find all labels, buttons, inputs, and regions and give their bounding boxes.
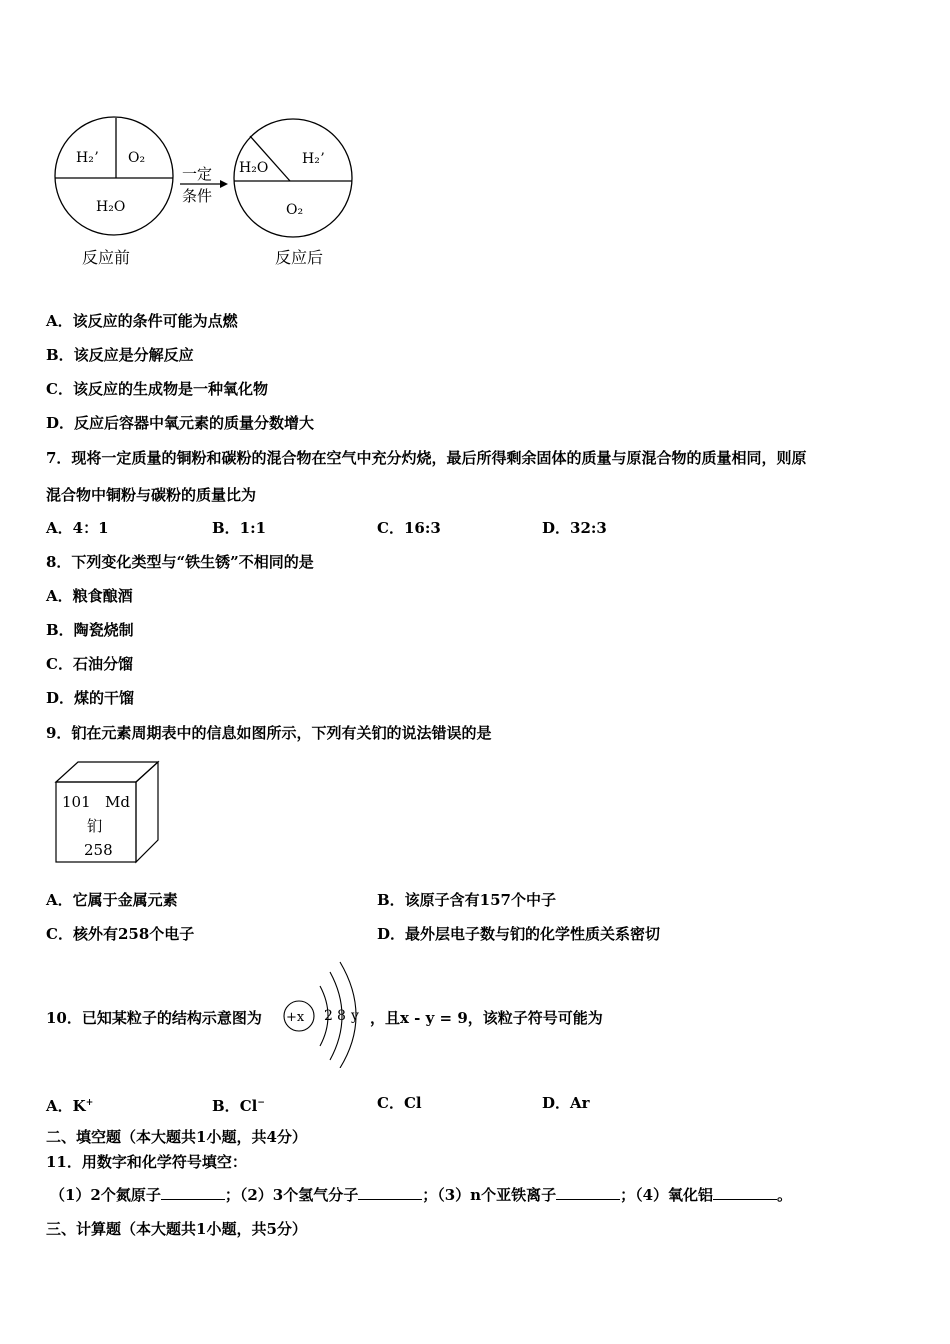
q10-option-d-symbol: Ar bbox=[570, 1094, 590, 1112]
element-mass: 258 bbox=[84, 841, 113, 859]
after-h2o-label: H₂O bbox=[239, 160, 269, 176]
q11-part-5: 。 bbox=[777, 1186, 793, 1204]
before-h2o-label: H₂O bbox=[96, 199, 126, 215]
q10-option-a bbox=[46, 1093, 93, 1116]
q11-blank-4[interactable] bbox=[713, 1185, 777, 1200]
nucleus-charge: +x bbox=[286, 1010, 305, 1025]
q11-part-3: ；（3）n个亚铁离子 bbox=[422, 1186, 557, 1204]
q8-stem: 8．下列变化类型与“铁生锈”不相同的是 bbox=[46, 553, 314, 571]
before-caption: 反应前 bbox=[82, 248, 131, 267]
q11-part-4: ；（4）氧化铝 bbox=[620, 1186, 714, 1204]
arrow-bottom-text: 条件 bbox=[182, 187, 213, 205]
shell-2-count: 8 bbox=[337, 1008, 346, 1024]
q6-option-a: A．该反应的条件可能为点燃 bbox=[46, 312, 238, 330]
after-circle bbox=[234, 119, 352, 237]
q7-stem-line1: 7．现将一定质量的铜粉和碳粉的混合物在空气中充分灼烧，最后所得剩余固体的质量与原混合物的质量相同，则原 bbox=[46, 449, 807, 467]
q11-blank-1[interactable] bbox=[161, 1185, 225, 1200]
q10-option-d-letter: D． bbox=[542, 1094, 571, 1112]
element-card bbox=[54, 760, 164, 866]
q8-option-b: B．陶瓷烧制 bbox=[46, 621, 134, 639]
shell-1-count: 2 bbox=[324, 1008, 333, 1024]
q7-option-b: B．1:1 bbox=[212, 519, 267, 537]
q10-stem-a: 10．已知某粒子的结构示意图为 bbox=[46, 1009, 262, 1027]
q11-blanks-line bbox=[50, 1185, 792, 1205]
after-caption: 反应后 bbox=[275, 248, 324, 267]
q10-option-a-letter: A． bbox=[46, 1097, 73, 1115]
q10-option-d bbox=[542, 1093, 590, 1113]
element-name: 钔 bbox=[87, 817, 103, 835]
arrow-top-text: 一定 bbox=[182, 165, 213, 183]
before-circle bbox=[55, 117, 173, 235]
element-card-top bbox=[56, 762, 158, 782]
q7-option-d: D．32:3 bbox=[542, 519, 607, 537]
q9-option-b: B．该原子含有157个中子 bbox=[377, 891, 556, 909]
element-symbol: Md bbox=[105, 793, 130, 811]
q8-option-a: A．粮食酿酒 bbox=[46, 587, 133, 605]
q11-blank-3[interactable] bbox=[556, 1185, 620, 1200]
q11-part-1: （1）2个氮原子 bbox=[50, 1186, 161, 1204]
q10-option-b bbox=[212, 1093, 265, 1116]
q10-option-c-letter: C． bbox=[377, 1094, 404, 1112]
before-h2-label: H₂ʼ bbox=[76, 150, 99, 166]
q9-option-c: C．核外有258个电子 bbox=[46, 925, 195, 943]
q6-option-b: B．该反应是分解反应 bbox=[46, 346, 194, 364]
q9-option-d: D．最外层电子数与钔的化学性质关系密切 bbox=[377, 925, 661, 943]
q8-option-d: D．煤的干馏 bbox=[46, 689, 135, 707]
q9-stem: 9．钔在元素周期表中的信息如图所示，下列有关钔的说法错误的是 bbox=[46, 724, 492, 742]
q10-option-b-symbol: Cl bbox=[239, 1097, 258, 1115]
after-o2-label: O₂ bbox=[286, 202, 304, 218]
after-h2-label: H₂ʼ bbox=[302, 151, 325, 167]
q10-stem-b: ，且x - y = 9，该粒子符号可能为 bbox=[370, 1009, 603, 1027]
q10-option-b-charge: − bbox=[257, 1098, 265, 1108]
q8-option-c: C．石油分馏 bbox=[46, 655, 133, 673]
q11-stem: 11．用数字和化学符号填空： bbox=[46, 1153, 247, 1171]
q9-option-a: A．它属于金属元素 bbox=[46, 891, 178, 909]
q6-option-c: C．该反应的生成物是一种氧化物 bbox=[46, 380, 268, 398]
q10-option-c bbox=[377, 1093, 422, 1113]
q10-option-a-symbol: K bbox=[72, 1097, 86, 1115]
q7-option-a: A．4：1 bbox=[46, 519, 109, 537]
section-2-heading: 二、填空题（本大题共1小题，共4分） bbox=[46, 1128, 307, 1146]
q6-option-d: D．反应后容器中氧元素的质量分数增大 bbox=[46, 414, 315, 432]
section-3-heading: 三、计算题（本大题共1小题，共5分） bbox=[46, 1220, 307, 1238]
before-o2-label: O₂ bbox=[128, 150, 146, 166]
q10-option-a-charge: + bbox=[85, 1098, 94, 1108]
element-card-side bbox=[136, 762, 158, 862]
q7-option-c: C．16:3 bbox=[377, 519, 441, 537]
q10-option-c-symbol: Cl bbox=[403, 1094, 422, 1112]
reaction-diagram bbox=[50, 115, 360, 275]
q7-stem-line2: 混合物中铜粉与碳粉的质量比为 bbox=[46, 486, 257, 504]
q11-part-2: ；（2）3个氢气分子 bbox=[224, 1186, 359, 1204]
q11-blank-2[interactable] bbox=[358, 1185, 422, 1200]
q10-option-b-letter: B． bbox=[212, 1097, 240, 1115]
shell-3-count: y bbox=[351, 1008, 359, 1024]
element-number: 101 bbox=[62, 793, 91, 811]
atom-structure-diagram bbox=[280, 958, 380, 1068]
reaction-arrow-head bbox=[220, 180, 228, 188]
